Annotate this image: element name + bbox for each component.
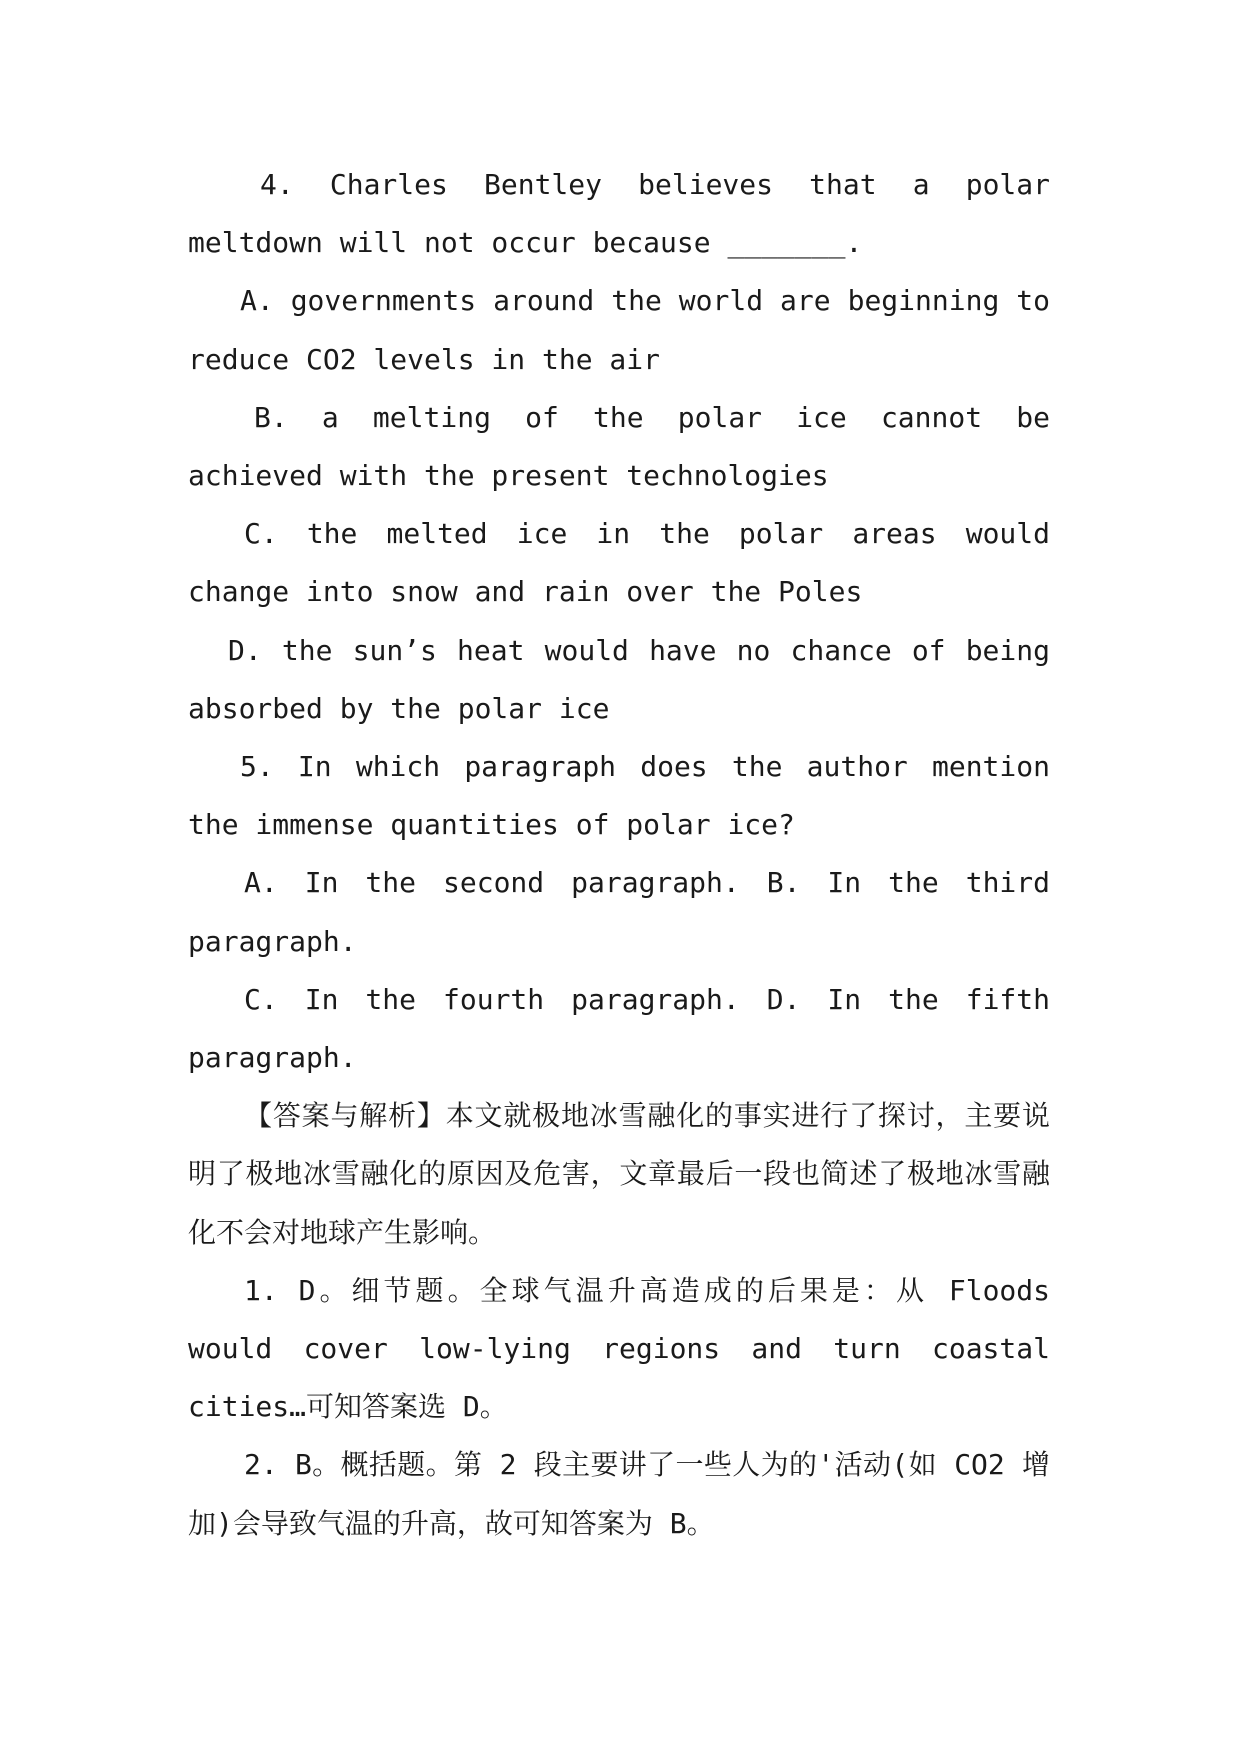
question-5-stem: 5. In which paragraph does the author mention the immense quantities of polar ice?	[188, 750, 1050, 842]
question-5-options-cd: C. In the fourth paragraph. D. In the fifth paragraph.	[188, 982, 1050, 1075]
answer-intro: 【答案与解析】本文就极地冰雪融化的事实进行了探讨，主要说明了极地冰雪融化的原因及危害，文章最后一段也简述了极地冰雪融化不会对地球产生影响。	[188, 1099, 1050, 1249]
answer-explanation-section	[188, 1087, 1050, 1553]
question-4-option-c: C. the melted ice in the polar areas would change into snow and rain over the Poles	[188, 517, 1050, 609]
document-page	[188, 156, 1050, 1553]
question-5-options-ab: A. In the second paragraph. B. In the third paragraph.	[188, 866, 1050, 958]
answer-item-2: 2. B。概括题。第 2 段主要讲了一些人为的'活动(如 CO2 增加)会导致气温的升高，故可知答案为 B。	[188, 1448, 1050, 1540]
question-4-stem: 4. Charles Bentley believes that a polar meltdown will not occur because _______.	[188, 168, 1050, 260]
answer-item-1: 1. D。细节题。全球气温升高造成的后果是：从 Floods would cover low-lying regions and turn coastal cities…可知答案选 D。	[188, 1273, 1050, 1424]
question-4-option-d: D. the sun’s heat would have no chance of being absorbed by the polar ice	[188, 633, 1050, 725]
question-4-option-a: A. governments around the world are beginning to reduce CO2 levels in the air	[188, 284, 1050, 376]
question-4-option-b: B. a melting of the polar ice cannot be achieved with the present technologies	[188, 400, 1050, 493]
